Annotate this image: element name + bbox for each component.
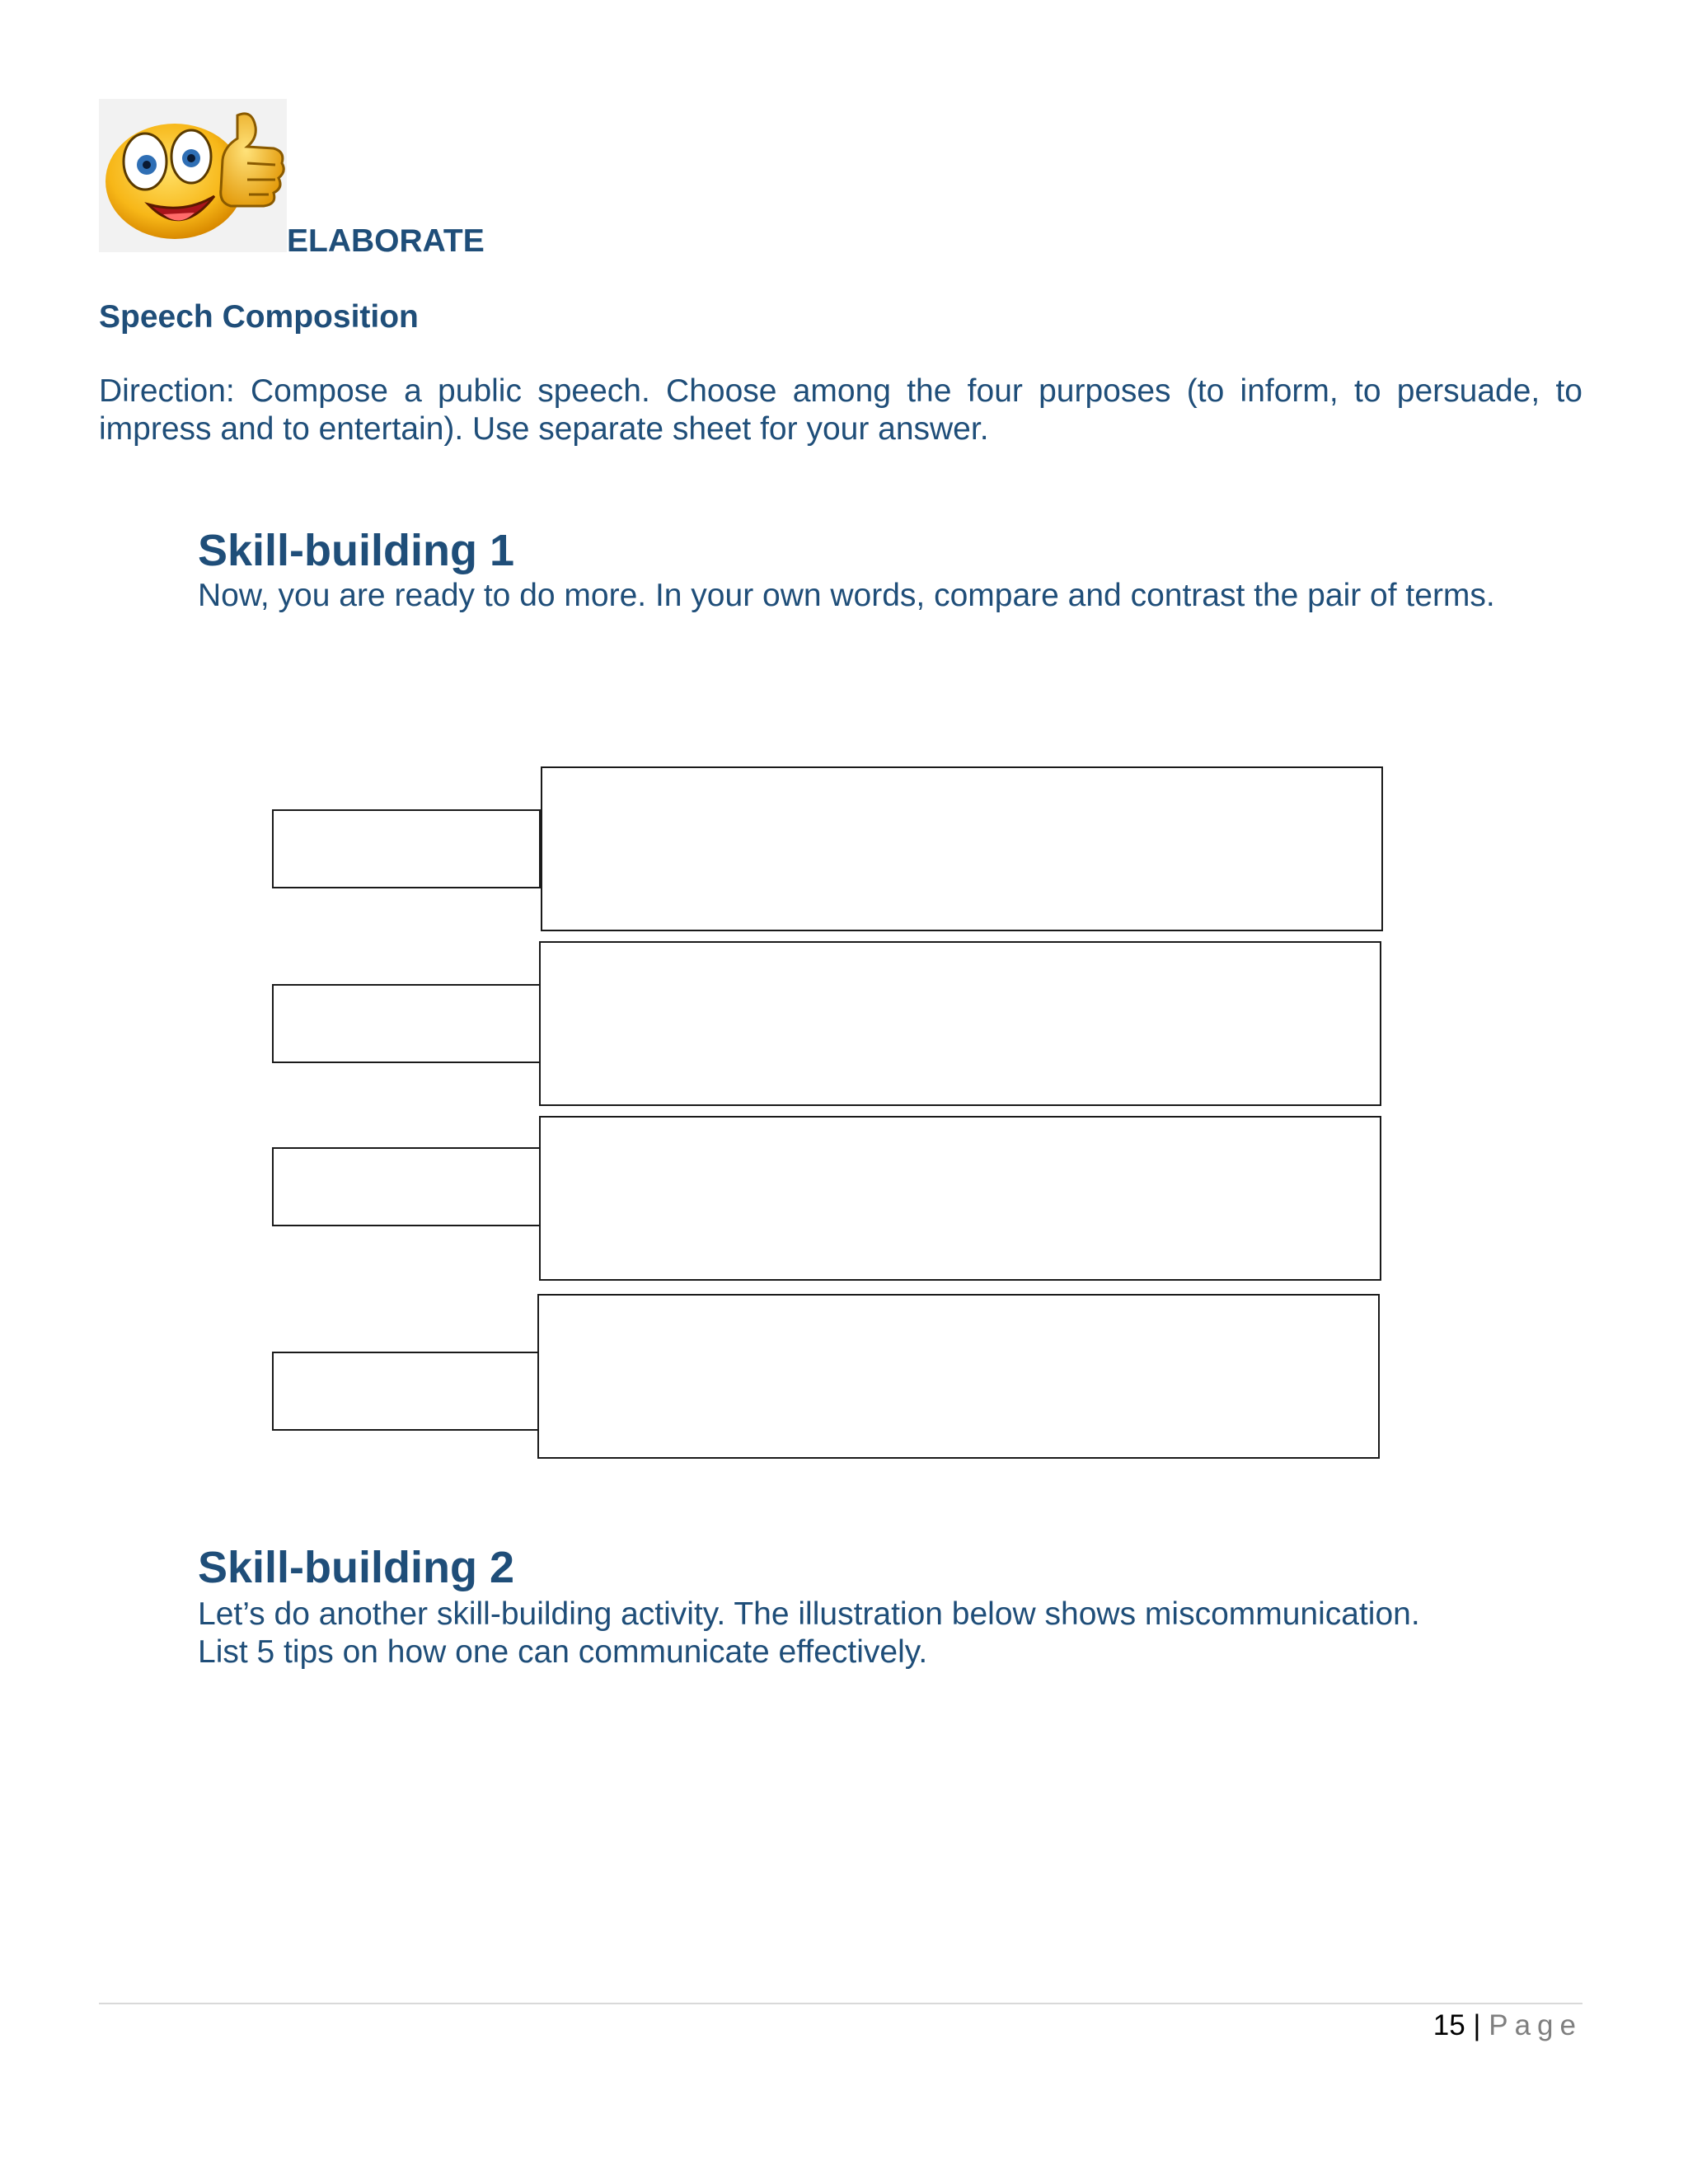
description-box-4[interactable] [537, 1294, 1380, 1459]
page-number: 15 [1432, 2009, 1465, 2041]
description-box-2[interactable] [539, 941, 1381, 1106]
section-label: ELABORATE [287, 223, 485, 259]
skill-building-2-line: Let’s do another skill-building activity. The illustration below shows miscommunication. [198, 1596, 1420, 1632]
skill-building-1-title: Skill-building 1 [198, 526, 515, 575]
skill-building-2-title: Skill-building 2 [198, 1543, 515, 1592]
footer-divider [99, 2003, 1582, 2004]
term-box-3[interactable] [272, 1147, 541, 1226]
term-box-2[interactable] [272, 984, 541, 1063]
skill-building-1-instructions: Now, you are ready to do more. In your own words, compare and contrast the pair of terms. [198, 578, 1495, 613]
term-box-1[interactable] [272, 809, 541, 888]
thumbs-up-smiley-icon [99, 99, 287, 252]
page-separator: | [1473, 2009, 1481, 2041]
description-box-3[interactable] [539, 1116, 1381, 1281]
skill-building-2-instructions [198, 1596, 1599, 1671]
direction-text: Direction: Compose a public speech. Choose among the four purposes (to inform, to persuade, to impress and to entertain). Use separate sheet for your answer. [99, 373, 1582, 447]
page-word: Page [1489, 2009, 1582, 2041]
description-box-1[interactable] [541, 766, 1383, 931]
page-footer [1433, 2008, 1582, 2044]
speech-composition-heading: Speech Composition [99, 299, 419, 335]
term-box-4[interactable] [272, 1352, 541, 1431]
skill-building-2-line: List 5 tips on how one can communicate effectively. [198, 1634, 928, 1670]
